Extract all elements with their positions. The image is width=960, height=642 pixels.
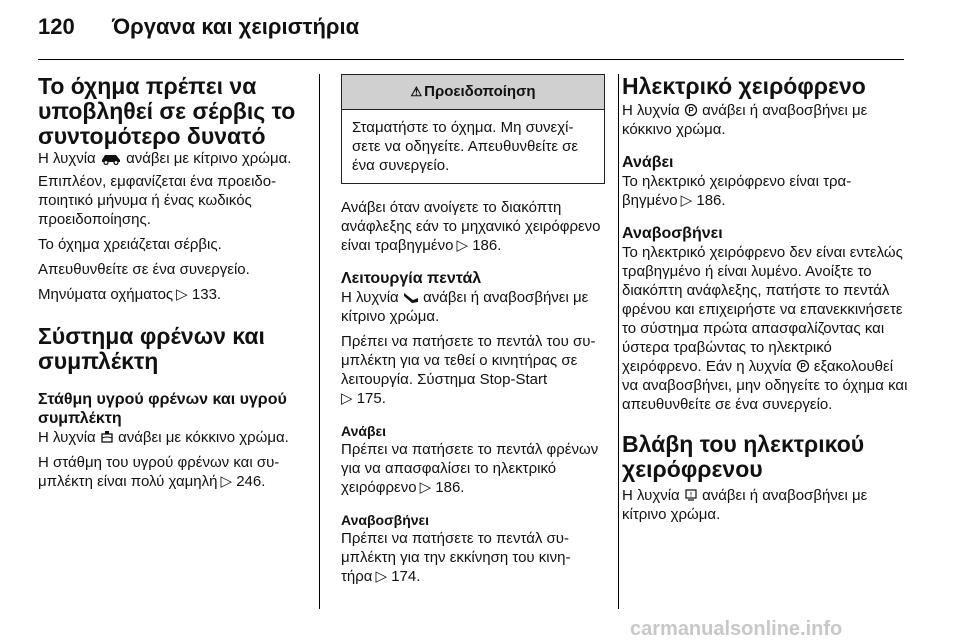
running-title: Όργανα και χειριστήρια: [112, 14, 360, 39]
svg-text:P: P: [688, 106, 694, 115]
subheading-on: Ανάβει: [622, 154, 674, 171]
paragraph: Η λυχνία ανάβει με κόκκινο χρώμα.: [38, 429, 289, 446]
page-reference-arrow-icon: ▷: [419, 479, 432, 496]
page-reference-arrow-icon: ▷: [341, 390, 353, 407]
paragraph: Η λυχνία ! ανάβει ή αναβοσβήνει με κίτρινο χρώμα.: [622, 487, 868, 523]
warning-triangle-icon: ⚠: [410, 84, 423, 99]
column-left: [38, 74, 306, 491]
paragraph: Μηνύματα οχήματος ▷ 133.: [38, 286, 222, 303]
column-middle: [341, 74, 607, 586]
paragraph: Απευθυνθείτε σε ένα συνεργείο.: [38, 261, 250, 278]
paragraph: Πρέπει να πατήσετε το πεντάλ συμπλέκτη για την εκκίνηση του κινητήρα ▷ 174.: [341, 530, 571, 585]
section-heading-service: Το όχημα πρέπει να υποβληθεί σε σέρβις το συντομότερο δυνατό: [38, 73, 296, 149]
epb-fault-icon: [684, 488, 698, 502]
section-heading-epb-fault: Βλάβη του ηλεκτρικού χειρόφρενου: [622, 431, 865, 482]
paragraph: Πρέπει να πατήσετε το πεντάλ φρένων για να απασφαλίσει το ηλεκτρικό χειρόφρενο ▷ 186.: [341, 441, 599, 496]
parking-brake-icon: [796, 359, 810, 373]
header-rule: [38, 59, 904, 60]
page-reference-arrow-icon: ▷: [176, 286, 188, 303]
paragraph: Η λυχνία P ανάβει ή αναβοσβήνει με κόκκινο χρώμα.: [622, 102, 868, 138]
warning-header: ⚠ Προειδοποίηση: [342, 75, 604, 110]
subheading-on: Ανάβει: [341, 423, 387, 439]
warning-body: [342, 110, 604, 183]
subheading-flashing: Αναβοσβήνει: [622, 225, 723, 242]
section-heading-brake-system: Σύστημα φρένων και συμπλέκτη: [38, 323, 265, 374]
svg-text:P: P: [799, 362, 806, 371]
warning-text: Σταματήστε το όχημα. Μη συνεχίσετε να οδηγείτε. Απευθυνθείτε σε ένα συνεργείο.: [352, 119, 579, 174]
paragraph: Πρέπει να πατήσετε το πεντάλ του συμπλέκτη για να τεθεί ο κινητήρας σε λειτουργία. Σύστημα Stop-Start ▷ 175.: [341, 333, 596, 407]
page-header: [38, 14, 902, 60]
brake-fluid-icon: [100, 430, 114, 444]
subheading-flashing: Αναβοσβήνει: [341, 512, 430, 528]
paragraph: Η στάθμη του υγρού φρένων και συμπλέκτη είναι πολύ χαμηλή ▷ 246.: [38, 454, 280, 490]
page-reference-arrow-icon: ▷: [375, 568, 388, 585]
page-reference-arrow-icon: ▷: [456, 237, 469, 254]
svg-text:!: !: [689, 492, 692, 499]
paragraph: Το όχημα χρειάζεται σέρβις.: [38, 236, 222, 253]
paragraph: Το ηλεκτρικό χειρόφρενο δεν είναι εντελώς τραβηγμένο ή είναι λυμένο. Ανοίξτε το διακόπτη ανάφλεξης, πατήστε το πεντάλ φρένου και επιχειρήστε να επανεκκινήσετε το σύστημα πρώτα απασφαλίζοντας και ύστερα τραβώντας το ηλεκτρικό χειρόφρενο. Εάν η λυχνία P εξακολουθεί να αναβοσβήνει, μην οδηγείτε το όχημα και απευθυνθείτε σε ένα συνεργείο.: [622, 244, 908, 413]
section-heading-electric-parking-brake: Ηλεκτρικό χειρόφρενο: [622, 73, 866, 99]
column-right: [622, 74, 908, 524]
watermark: carmanualsonline.info: [630, 618, 843, 640]
column-divider: [618, 74, 619, 609]
column-divider: [319, 74, 320, 609]
parking-brake-icon: [684, 103, 698, 117]
paragraph: Ανάβει όταν ανοίγετε το διακόπτη ανάφλεξης εάν το μηχανικό χειρόφρενο είναι τραβηγμένο ▷ 186.: [341, 199, 601, 254]
subheading-pedal-operation: Λειτουργία πεντάλ: [341, 270, 482, 287]
subheading-fluid-level: Στάθμη υγρού φρένων και υγρού συμπλέκτη: [38, 391, 287, 427]
page-reference-arrow-icon: ▷: [220, 473, 233, 490]
wrench-car-icon: [100, 151, 122, 165]
paragraph: Η λυχνία ανάβει με κίτρινο χρώμα.: [38, 150, 292, 167]
paragraph: Η λυχνία ανάβει ή αναβοσβήνει με κίτρινο χρώμα.: [341, 289, 589, 325]
paragraph: Επιπλέον, εμφανίζεται ένα προειδοποιητικό μήνυμα ή ένας κωδικός προειδοποίησης.: [38, 173, 277, 228]
warning-box: [341, 74, 605, 184]
page-number: 120: [38, 14, 75, 39]
page-reference-arrow-icon: ▷: [680, 192, 693, 209]
foot-pedal-icon: [403, 290, 419, 304]
paragraph: Το ηλεκτρικό χειρόφρενο είναι τραβηγμένο ▷ 186.: [622, 173, 852, 209]
